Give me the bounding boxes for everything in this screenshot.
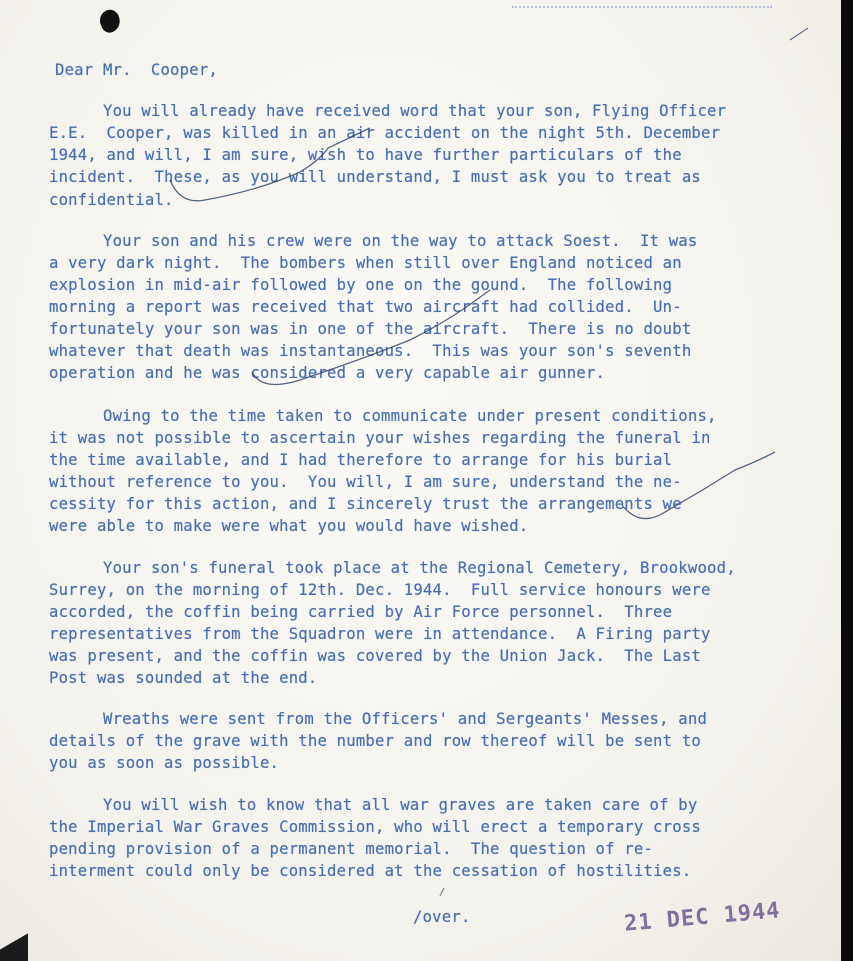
paragraph-4-line-5: was present, and the coffin was covered by the Union Jack. The Last [49,647,701,665]
paragraph-3-line-3: the time available, and I had therefore to arrange for his burial [49,451,673,469]
pencil-tick-top-right [790,28,808,40]
paragraph-4-line-6: Post was sounded at the end. [49,669,318,687]
paragraph-2-line-3: explosion in mid-air followed by one on the gound. The following [49,276,673,294]
pencil-tick-bottom [440,888,444,896]
paragraph-2-line-2: a very dark night. The bombers when still over England noticed an [49,254,682,272]
paragraph-3-line-5: cessity for this action, and I sincerely trust the arrangements we [49,495,682,513]
paragraph-6-line-4: interment could only be considered at the cessation of hostilities. [49,862,692,880]
paragraph-5-line-2: details of the grave with the number and row thereof will be sent to [49,732,701,750]
continuation-note: /over. [413,908,471,926]
date-received-stamp: 21 DEC 1944 [623,898,782,937]
salutation: Dear Mr. Cooper, [55,61,218,79]
paragraph-4-line-2: Surrey, on the morning of 12th. Dec. 1944. Full service honours were [49,581,711,599]
paragraph-2-line-7: operation and he was considered a very capable air gunner. [49,364,606,382]
paragraph-1-line-1: You will already have received word that your son, Flying Officer [103,102,727,120]
paragraph-4-line-4: representatives from the Squadron were in attendance. A Firing party [49,625,711,643]
paragraph-2-line-5: fortunately your son was in one of the aircraft. There is no doubt [49,320,692,338]
paragraph-1-line-5: confidential. [49,191,174,209]
ink-blot [96,7,123,35]
scan-dark-edge [841,0,853,961]
paragraph-3-line-6: were able to make were what you would have wished. [49,517,529,535]
paragraph-6-line-3: pending provision of a permanent memorial. The question of re- [49,840,654,858]
paragraph-2-line-4: morning a report was received that two aircraft had collided. Un- [49,298,682,316]
paragraph-6-line-1: You will wish to know that all war graves are taken care of by [103,796,698,814]
paragraph-2-line-1: Your son and his crew were on the way to attack Soest. It was [103,232,698,250]
paragraph-4-line-3: accorded, the coffin being carried by Air Force personnel. Three [49,603,673,621]
paragraph-6-line-2: the Imperial War Graves Commission, who will erect a temporary cross [49,818,701,836]
paragraph-1-line-3: 1944, and will, I am sure, wish to have further particulars of the [49,146,682,164]
cut-off-header-remnant [512,0,772,8]
paragraph-5-line-1: Wreaths were sent from the Officers' and Sergeants' Messes, and [103,710,708,728]
paragraph-1-line-4: incident. These, as you will understand, I must ask you to treat as [49,168,701,186]
paragraph-1-line-2: E.E. Cooper, was killed in an air accident on the night 5th. December [49,124,721,142]
scan-dark-corner [0,915,28,961]
paragraph-4-line-1: Your son's funeral took place at the Regional Cemetery, Brookwood, [103,559,736,577]
paragraph-3-line-4: without reference to you. You will, I am sure, understand the ne- [49,473,682,491]
paragraph-3-line-1: Owing to the time taken to communicate under present conditions, [103,407,717,425]
paragraph-2-line-6: whatever that death was instantaneous. This was your son's seventh [49,342,692,360]
paragraph-5-line-3: you as soon as possible. [49,754,280,772]
paragraph-3-line-2: it was not possible to ascertain your wishes regarding the funeral in [49,429,711,447]
